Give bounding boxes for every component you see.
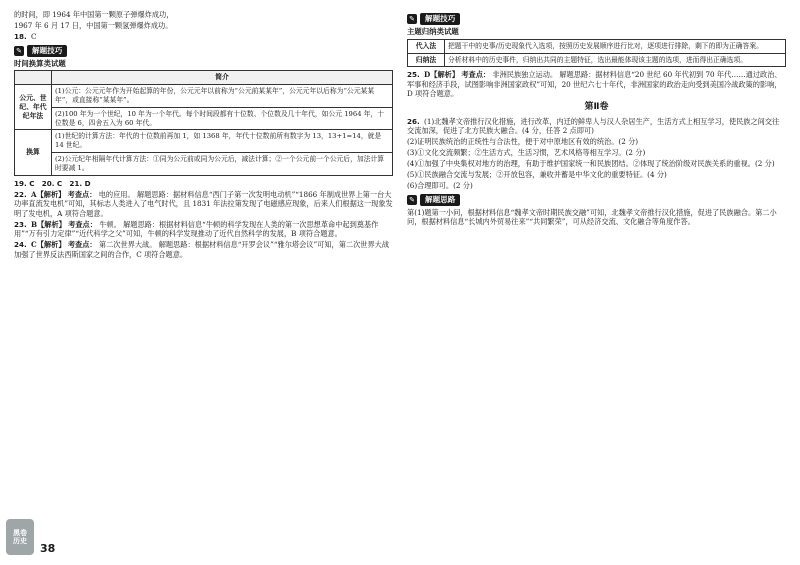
left-column xyxy=(14,10,393,557)
question-18 xyxy=(14,32,393,42)
method-text: 分析材料中的历史事件，归纳出共同的主题特征，选出最能体现该主题的选项，进而得出正确选项。 xyxy=(445,53,786,67)
part-2-title: 第Ⅱ卷 xyxy=(584,101,609,112)
table-cell: (1)公元：公元元年作为开始起算的年份，公元元年以前称为“公元前某某年”，公元元年以后称为“公元某某年”，或直接称“某某年”。 xyxy=(52,85,393,108)
table-cell: (2)100 年为一个世纪，10 年为一个年代。每个时间段都有十位数、个位数及几十年代，如公元 1964 年，十位数是 6，四舍五入为 60 年代。 xyxy=(52,107,393,130)
intro-line-1: 的时间，即 1964 年中国第一颗原子弹爆炸成功， xyxy=(14,10,174,19)
section-label: 解题思路 xyxy=(420,194,460,206)
method-table-title: 主题归纳类试题 xyxy=(407,27,459,37)
table-cell: (1)世纪的计算方法：年代的十位数前再加 1，如 1368 年，年代十位数前所有数字为 13，13+1=14，就是 14 世纪。 xyxy=(52,130,393,153)
intro-line-2: 1967 年 6 月 17 日，中国第一颗氢弹爆炸成功。 xyxy=(14,21,173,30)
q26-part: (3)①文化交流频繁；②生活方式，生活习惯，艺术风格等相互学习。(2 分) xyxy=(407,148,646,158)
q26-part: (4)①加强了中央集权对地方的治理，有助于维护国家统一和民族团结。②体现了统治阶级对民族关系的重视。(2 分) xyxy=(407,159,775,169)
method-label: 代入法 xyxy=(408,39,445,53)
answers-row-19-21: 19. C 20. C 21. D xyxy=(14,178,91,188)
q26-part: (2)证明民族统治的正统性与合法性，便于对中原地区有效的统治。(2 分) xyxy=(407,137,639,147)
technique-section-header xyxy=(14,45,393,57)
idea-section-header xyxy=(407,194,786,206)
method-section-header xyxy=(407,13,786,25)
question-number: 18. xyxy=(14,32,27,41)
idea-text: 第(1)题第一小问，根据材料信息“魏孝文帝时期民族交融”可知，北魏孝文帝推行汉化措施，促进了民族融合。第二小问，根据材料信息“长城内外贸易往来”“共同繁荣”，可从经济交流、文化融合等角度作答。 xyxy=(407,207,777,227)
q26-part: (1)北魏孝文帝推行汉化措施，进行改革，内迁的鲜卑人与汉人杂居生产，生活方式上相互学习，使民族之间交往交流加深，促进了北方民族大融合。(4 分，任答 2 点即可) xyxy=(407,116,780,136)
method-label: 归纳法 xyxy=(408,53,445,67)
q26-part: (5)①民族融合交流与发展；②开放包容，兼收并蓄是中华文化的重要特征。(4 分) xyxy=(407,170,667,180)
pencil-icon: ✎ xyxy=(407,195,417,205)
q26-part: (6)合理即可。(2 分) xyxy=(407,181,473,191)
question-25: 25. D【解析】 考查点： 非洲民族独立运动。 解题思路：据材料信息“20 世纪 60 年代初到 70 年代……通过政治、军事和经济手段，试图影响非洲国家政权”可知，20 世纪六七十年代，非洲国家的政治走向受到美国冷战政策的影响，D 项符合题意。 xyxy=(407,70,782,99)
method-text: 把题干中的史事/历史现象代入选项，按照历史发展顺序进行比对，逐项进行排除，剩下的即为正确答案。 xyxy=(445,39,786,53)
section-label: 解题技巧 xyxy=(27,45,67,57)
row-label-calc: 换算 xyxy=(15,130,52,175)
answer: C xyxy=(31,32,37,41)
pencil-icon: ✎ xyxy=(14,46,24,56)
question-23: 23. B【解析】 考查点： 牛顿。 解题思路：根据材料信息“牛顿的科学发现在人类的第一次思想革命中起到奠基作用”“万有引力定律”“近代科学之父”可知，牛顿的科学发现推动了近代自然科学的发展，B 项符合题意。 xyxy=(14,219,379,239)
page-number: 38 xyxy=(40,542,56,555)
subject-side-tab: 黑卷 历史 xyxy=(6,519,34,555)
question-24: 24. C【解析】 考查点： 第二次世界大战。 解题思路：根据材料信息“开罗会议”“雅尔塔会议”可知，第二次世界大战加强了世界反法西斯国家之间的合作，C 项符合题意。 xyxy=(14,240,390,259)
time-conversion-table xyxy=(14,70,393,175)
question-22: 22. A【解析】 考查点： 电的应用。 解题思路：据材料信息“西门子第一次发明电动机”“1866 年制成世界上第一台大功率直流发电机”可知，其标志人类进入了电气时代，且 1831 年法拉第发现了电磁感应现象，后来人们根据这一现象发明了发电机，A 项符合题意。 xyxy=(14,189,393,218)
section-label: 解题技巧 xyxy=(420,13,460,25)
table-header-intro: 简介 xyxy=(52,71,393,85)
right-column xyxy=(407,10,786,557)
method-table xyxy=(407,39,786,68)
table-cell: (2)公元纪年相隔年代计算方法：①同为公元前或同为公元后，减法计算；②一个公元前一个公元后，加法计算时要减 1。 xyxy=(52,153,393,176)
row-label-eras: 公元、世纪、年代纪年法 xyxy=(15,85,52,130)
time-table-title: 时间换算类试题 xyxy=(14,58,66,68)
pencil-icon: ✎ xyxy=(407,14,417,24)
question-26: 26. (1)北魏孝文帝推行汉化措施，进行改革，内迁的鲜卑人与汉人杂居生产，生活方式上相互学习，使民族之间交往交流加深，促进了北方民族大融合。(4 分，任答 2 点即可) xyxy=(407,116,780,136)
table-corner xyxy=(15,71,52,85)
